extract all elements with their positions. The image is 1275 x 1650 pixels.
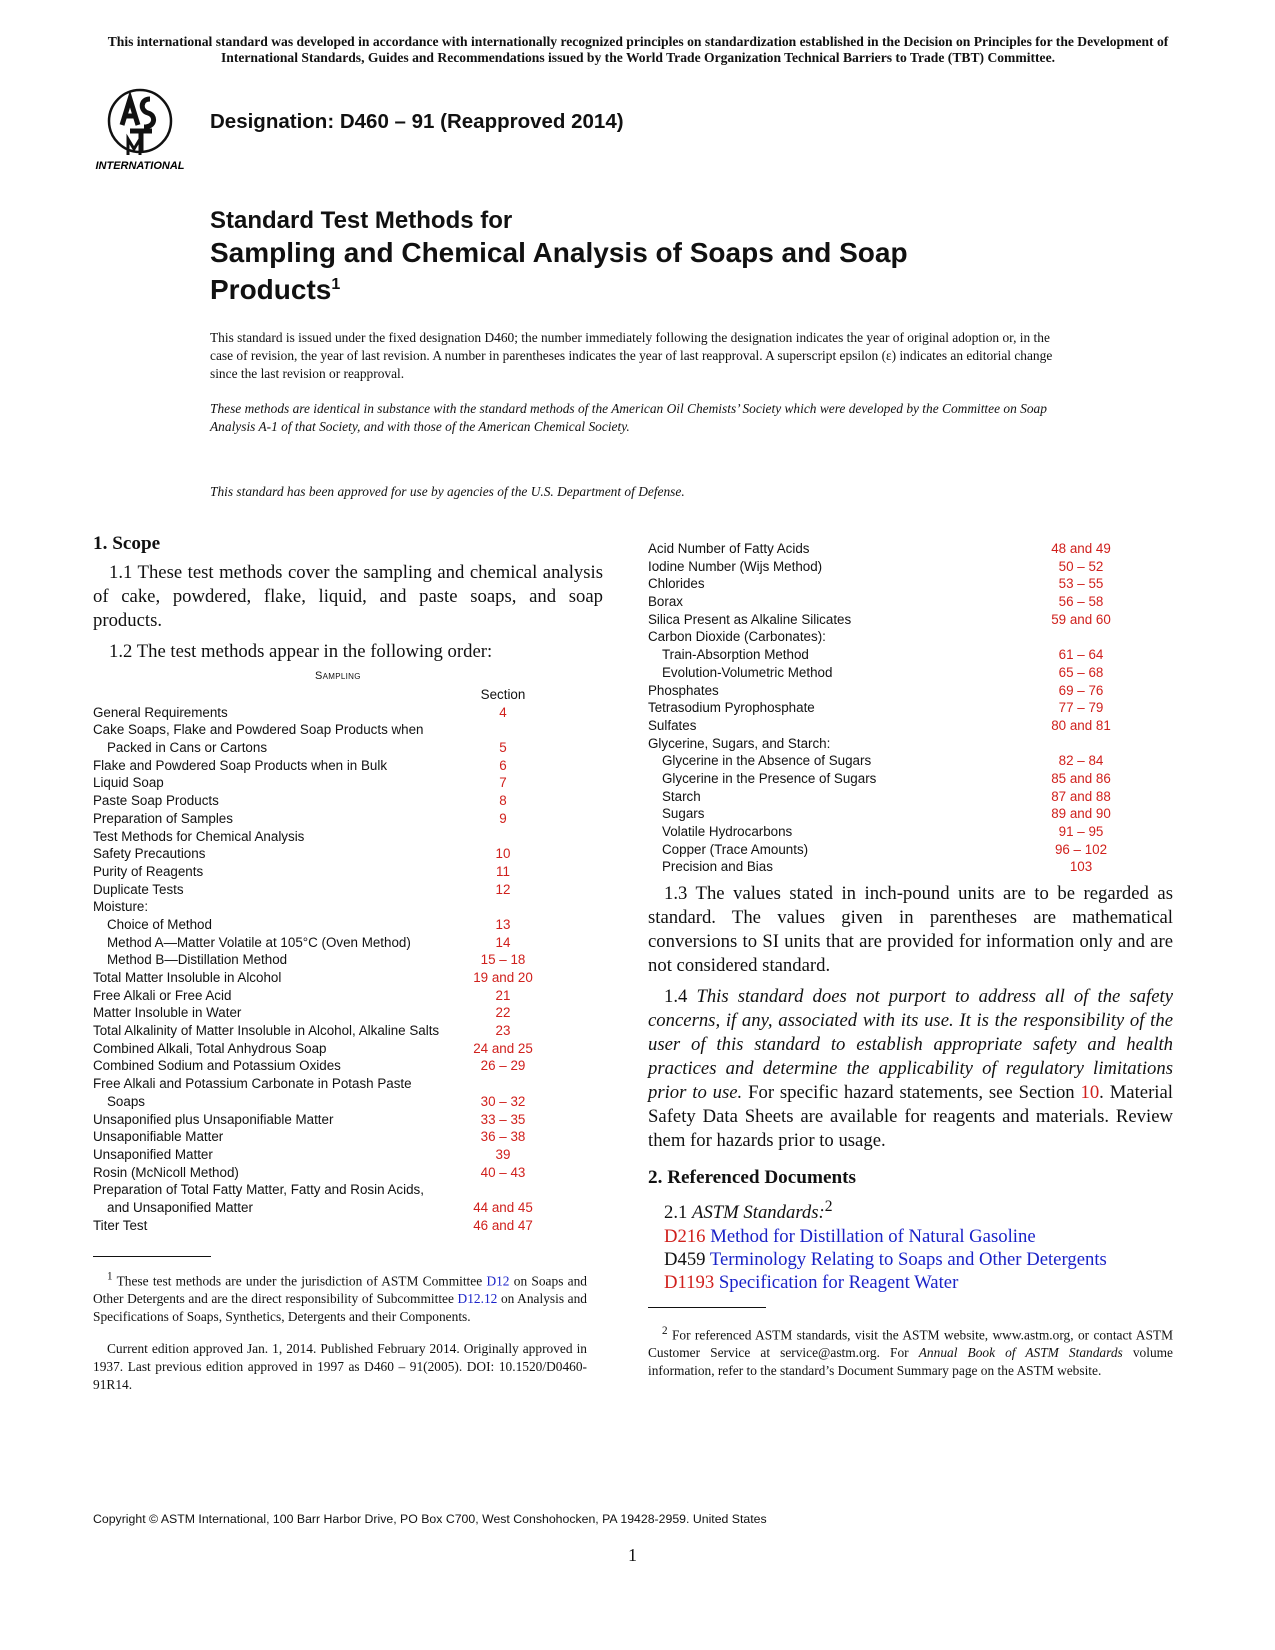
document-title [210,205,1010,306]
toc-label: Glycerine in the Presence of Sugars [662,770,877,786]
referenced-docs-heading: 2. Referenced Documents [648,1167,856,1189]
toc-row [93,1146,603,1164]
toc-row [93,916,603,934]
footnote-rule-right [648,1307,766,1308]
toc-section-link[interactable]: 13 [495,916,511,932]
toc-label: Chlorides [648,576,705,592]
toc-section-link[interactable]: 30 – 32 [480,1093,526,1109]
toc-row [93,810,603,828]
toc-section-link[interactable]: 24 and 25 [473,1040,533,1056]
astm-logo [92,85,188,175]
preamble-issuance: This standard is issued under the fixed designation D460; the number immediately following the designation indicates the year of original adoption or, in the case of revision, the year of last revision. A number in parentheses indicates the year of last reapproval. A superscript epsilon (ε) indicates an editorial change since the last revision or reapproval. [210,330,1053,381]
title-line-1: Standard Test Methods for [210,207,513,234]
scope-heading: 1. Scope [93,533,161,554]
toc-label: Sugars [662,806,705,822]
toc-section-link[interactable]: 23 [495,1023,511,1039]
footnote-2: $^2$ For referenced ASTM standards, visit the ASTM website, www.astm.org, or contact ASTM Customer Service at service@astm.org. For Annual Book of ASTM Standards volume information, refer to the standard’s Document Summary page on the ASTM website. [648,1325,1173,1379]
section-col-heading-row [93,686,603,704]
right-column [648,540,1173,1294]
toc-row [93,1217,603,1235]
toc-label: Tetrasodium Pyrophosphate [648,700,815,716]
toc-section-link[interactable]: 44 and 45 [473,1199,533,1215]
toc-row [93,792,603,810]
reference-title-link[interactable]: Terminology Relating to Soaps and Other Detergents [709,1249,1107,1271]
toc-row [93,721,603,739]
toc-section-link[interactable]: 4 [499,704,507,720]
toc-row [648,841,1173,859]
toc-row [93,774,603,792]
toc-label: Purity of Reagents [93,863,204,879]
toc-row [93,1075,603,1093]
toc-section-link[interactable]: 53 – 55 [1058,576,1104,592]
toc-label: Preparation of Samples [93,810,233,826]
toc-label: Combined Alkali, Total Anhydrous Soap [93,1040,327,1056]
toc-row [648,593,1173,611]
toc-label: Paste Soap Products [93,793,219,809]
toc-label: Choice of Method [107,916,212,932]
toc-section-link[interactable]: 46 and 47 [473,1217,533,1233]
page-number: 1 [628,1545,637,1565]
toc-row [93,845,603,863]
toc-label: Starch [662,788,701,804]
reference-item [664,1248,1173,1271]
title-footnote-mark[interactable]: 1 [331,276,341,293]
footnote-rule-left [93,1256,211,1257]
toc-label: Safety Precautions [93,846,206,862]
toc-row [648,717,1173,735]
preamble-identity: These methods are identical in substance with the standard methods of the American Oil Chemists’ Society which were developed by the Committee on Soap Analysis A-1 of that Society, and with those of the American Chemical Society. [210,401,1047,434]
toc-row [648,770,1173,788]
toc-section-link[interactable]: 48 and 49 [1051,541,1111,556]
copyright: Copyright © ASTM International, 100 Barr Harbor Drive, PO Box C700, West Conshohocken, PA 19428-2959. United States [93,1512,767,1526]
toc-label: Flake and Powdered Soap Products when in Bulk [93,757,388,773]
title-line-3: Products$^1$ [210,274,341,305]
toc-section-link[interactable]: 8 [499,793,507,809]
toc-label: Liquid Soap [93,775,164,791]
toc-row [93,757,603,775]
toc-row [93,1111,603,1129]
toc-label: Phosphates [648,682,719,698]
toc-section-link[interactable]: 91 – 95 [1058,824,1104,839]
toc-label: Total Alkalinity of Matter Insoluble in Alcohol, Alkaline Salts [93,1023,440,1039]
toc-row [648,805,1173,823]
toc-label: Acid Number of Fatty Acids [648,541,810,556]
reference-item [664,1271,1173,1294]
toc-row [93,1181,603,1199]
scope-1-1: 1.1 These test methods cover the sampling and chemical analysis of cake, powdered, flake, liquid, and paste soaps, and soap products. [93,562,603,631]
title-line-2: Sampling and Chemical Analysis of Soaps and Soap [210,237,908,268]
toc-label: Copper (Trace Amounts) [662,841,809,857]
toc-label: Silica Present as Alkaline Silicates [648,611,852,627]
sampling-heading: Sampling [315,670,361,682]
toc-section-link[interactable]: 61 – 64 [1058,647,1104,663]
toc-section-link[interactable]: 77 – 79 [1058,700,1104,716]
toc-label: Packed in Cans or Cartons [107,740,268,756]
footnote-1: $^1$ These test methods are under the jurisdiction of ASTM Committee D12 on Soaps and Other Detergents and are the direct responsibility of Subcommittee D12.12 on Analysis and Specifications of Soaps, Synthetics, Detergents and their Components. [93,1271,587,1325]
toc-label: Titer Test [93,1217,148,1233]
toc-row [648,628,1173,646]
toc-row [93,1022,603,1040]
toc-label: Train-Absorption Method [662,647,809,663]
sampling-heading-row [93,668,603,686]
toc-label: Sulfates [648,717,697,733]
section-10-link[interactable]: 10 [1080,1082,1100,1104]
fn-link-d12-12[interactable]: D12.12 [457,1291,498,1307]
toc-label: Matter Insoluble in Water [93,1005,242,1021]
toc-label: Unsaponifiable Matter [93,1129,224,1145]
toc-row [648,646,1173,664]
toc-section-link[interactable]: 36 – 38 [480,1129,526,1145]
toc-row [93,969,603,987]
left-column [93,533,603,1234]
toc-label: Moisture: [93,899,149,915]
toc-row [648,699,1173,717]
toc-label: Carbon Dioxide (Carbonates): [648,629,826,645]
astm-logo-icon [92,85,188,175]
toc-section-link[interactable]: 6 [499,757,507,773]
toc-section-link[interactable]: 26 – 29 [480,1058,526,1074]
toc-row [648,752,1173,770]
toc-row [93,1164,603,1182]
toc-row [93,1057,603,1075]
toc-section-link[interactable]: 40 – 43 [480,1164,526,1180]
toc-label: Test Methods for Chemical Analysis [93,828,305,844]
toc-section-link[interactable]: 85 and 86 [1051,770,1111,786]
toc-section-link[interactable]: 33 – 35 [480,1111,526,1127]
toc-section-link[interactable]: 80 and 81 [1051,717,1111,733]
designation: Designation: D460 – 91 (Reapproved 2014) [210,110,624,133]
footnote-1-edition: Current edition approved Jan. 1, 2014. Published February 2014. Originally approved in 1937. Last previous edition approved in 1997 as D460 – 91(2005). DOI: 10.1520/D0460-91R14. [93,1341,587,1392]
toc-section-link[interactable]: 96 – 102 [1054,841,1108,857]
toc-row [93,934,603,952]
toc-label: Borax [648,594,683,610]
scope-1-3: 1.3 The values stated in inch-pound units are to be regarded as standard. The values given in parentheses are mathematical conversions to SI units that are provided for information only and are not considered standard. [648,883,1173,977]
reference-code[interactable]: D216 [664,1226,706,1248]
toc-label: Duplicate Tests [93,881,184,897]
reference-item [664,1225,1173,1248]
toc-label: General Requirements [93,704,228,720]
top-notice: This international standard was developed in accordance with internationally recognized principles on standardization established in the Decision on Principles for the Development of International Standards, Guides and Recommendations issued by the World Trade Organization Technical Barriers to Trade (TBT) Committee. [107,34,1169,65]
toc-row [648,611,1173,629]
toc-section-link[interactable]: 19 and 20 [473,970,533,985]
toc-row [93,1128,603,1146]
toc-label: Rosin (McNicoll Method) [93,1164,239,1180]
toc-row [648,664,1173,682]
toc-right [648,540,1173,876]
toc-section-link[interactable]: 50 – 52 [1058,558,1104,574]
toc-section-link[interactable]: 89 and 90 [1051,806,1111,822]
toc-row [93,1199,603,1217]
toc-section-link[interactable]: 7 [499,775,507,791]
toc-row [93,739,603,757]
toc-row [648,540,1173,558]
scope-1-2: 1.2 The test methods appear in the following order: [109,641,493,662]
toc-section-link[interactable]: 87 and 88 [1051,788,1111,804]
toc-label: Iodine Number (Wijs Method) [648,558,823,574]
toc-section-link[interactable]: 15 – 18 [480,952,526,968]
toc-row [93,898,603,916]
astm-standards-label: 2.1 ASTM Standards:$^2$ [664,1198,833,1224]
toc-left-rows [93,704,603,1235]
toc-section-link[interactable]: 12 [495,881,511,897]
toc-section-link[interactable]: 59 and 60 [1051,611,1111,627]
toc-label: Soaps [107,1093,145,1109]
toc-label: Glycerine in the Absence of Sugars [662,753,872,769]
toc-label: Evolution-Volumetric Method [662,664,833,680]
reference-code[interactable]: D1193 [664,1272,715,1294]
toc-row [93,704,603,722]
reference-code: D459 [664,1249,706,1271]
toc-section-link[interactable]: 69 – 76 [1058,682,1104,698]
logo-label: INTERNATIONAL [95,160,185,172]
reference-title-link[interactable]: Specification for Reagent Water [718,1272,959,1294]
preamble-dod: This standard has been approved for use by agencies of the U.S. Department of Defense. [210,484,685,499]
toc-row [93,1093,603,1111]
toc-section-link[interactable]: 103 [1069,859,1093,875]
toc-section-link[interactable]: 65 – 68 [1058,664,1104,680]
toc-section-link[interactable]: 5 [499,740,507,756]
toc-section-link[interactable]: 39 [495,1146,511,1162]
toc-row [648,858,1173,876]
toc-section-link[interactable]: 56 – 58 [1058,594,1104,610]
toc-label: Preparation of Total Fatty Matter, Fatty and Rosin Acids, [93,1182,424,1198]
section-col-heading: Section [480,687,526,702]
reference-list [648,1225,1173,1294]
toc-label: Free Alkali or Free Acid [93,987,232,1003]
toc-section-link[interactable]: 10 [495,846,511,862]
toc-row [648,735,1173,753]
toc-section-link[interactable]: 14 [495,934,511,950]
toc-label: Method A—Matter Volatile at 105°C (Oven Method) [107,934,411,950]
toc-row [93,863,603,881]
toc-label: Precision and Bias [662,859,773,875]
toc-section-link[interactable]: 11 [496,863,510,879]
toc-section-link[interactable]: 22 [495,1005,511,1021]
toc-label: Unsaponified plus Unsaponifiable Matter [93,1111,334,1127]
toc-label: and Unsaponified Matter [107,1199,253,1215]
toc-left [93,668,603,1234]
toc-row [648,575,1173,593]
toc-section-link[interactable]: 9 [499,810,507,826]
fn-link-d12[interactable]: D12 [486,1273,510,1289]
toc-label: Volatile Hydrocarbons [662,824,793,839]
toc-row [93,951,603,969]
toc-label: Cake Soaps, Flake and Powdered Soap Products when [93,722,424,738]
toc-row [93,1040,603,1058]
toc-row [93,828,603,846]
toc-row [648,682,1173,700]
scope-1-4: 1.4 This standard does not purport to address all of the safety concerns, if any, associated with its use. It is the responsibility of the user of this standard to establish appropriate safety and health practices and determine the applicability of regulatory limitations prior to use. For specific hazard statements, see Section 10. Material Safety Data Sheets are available for reagents and materials. Review them for hazards prior to usage. [648,986,1173,1152]
toc-label: Method B—Distillation Method [107,952,288,968]
toc-row [648,788,1173,806]
toc-section-link[interactable]: 82 – 84 [1058,753,1104,769]
toc-section-link[interactable]: 21 [495,987,511,1003]
toc-label: Combined Sodium and Potassium Oxides [93,1058,341,1074]
toc-label: Total Matter Insoluble in Alcohol [93,970,282,985]
toc-row [93,881,603,899]
toc-row [93,987,603,1005]
reference-title-link[interactable]: Method for Distillation of Natural Gasoline [710,1226,1036,1248]
toc-row [648,823,1173,841]
toc-label: Free Alkali and Potassium Carbonate in Potash Paste [93,1076,412,1092]
toc-label: Unsaponified Matter [93,1146,213,1162]
toc-row [648,558,1173,576]
toc-row [93,1004,603,1022]
toc-label: Glycerine, Sugars, and Starch: [648,735,831,751]
